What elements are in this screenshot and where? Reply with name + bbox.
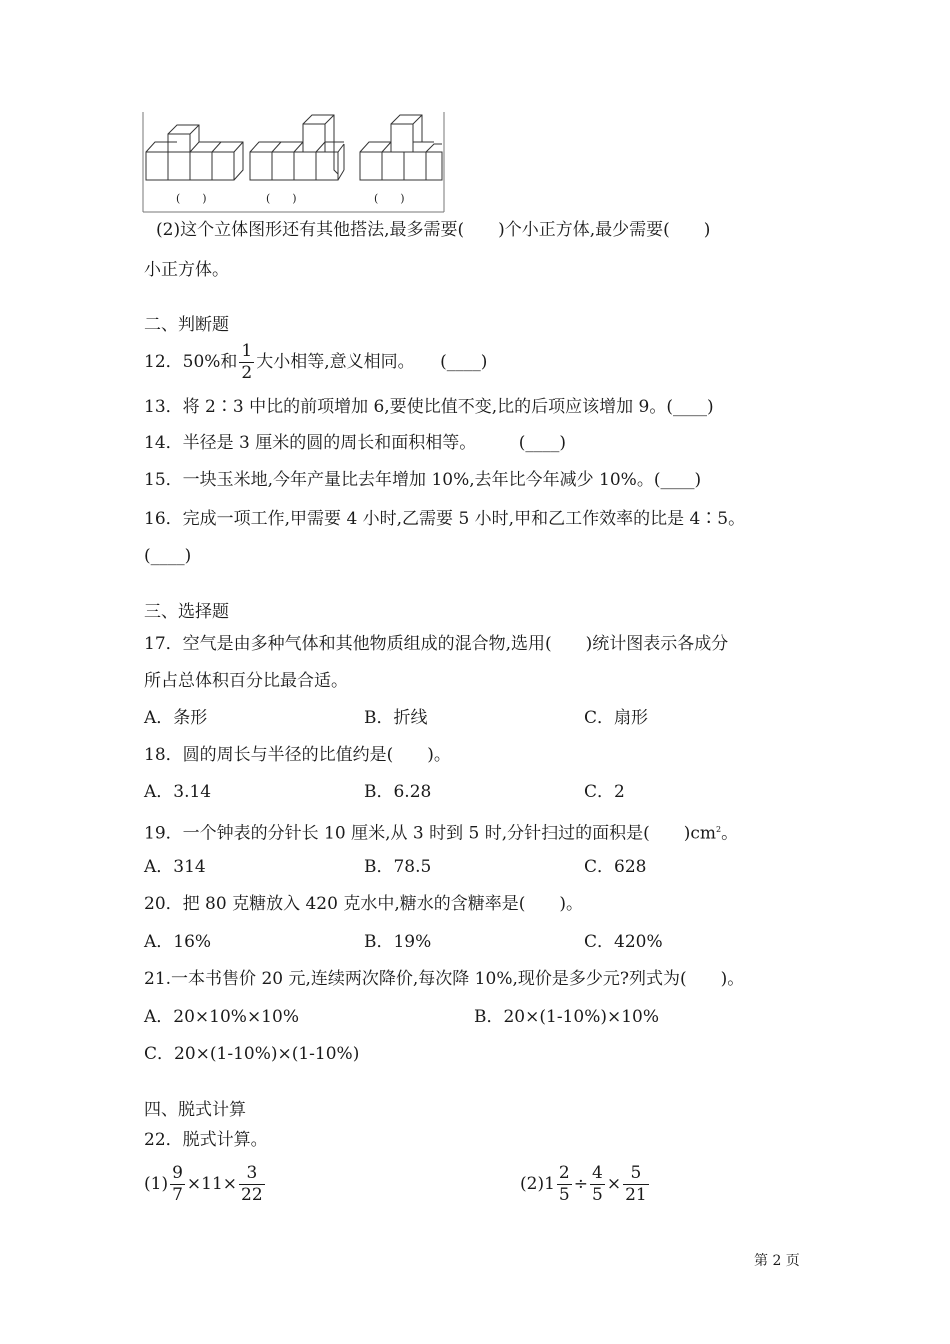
expr2-f1-numerator: 2 (558, 1163, 570, 1183)
expr2-f3-numerator: 5 (623, 1165, 649, 1185)
expr1-f2-denominator: 22 (241, 1185, 263, 1205)
q19-end: 。 (721, 823, 739, 844)
q11-part2-line1: (2)这个立体图形还有其他搭法,最多需要( )个小正方体,最少需要( ) (156, 220, 711, 240)
q13: 13．将 2∶3 中比的前项增加 6,要使比值不变,比的后项应该增加 9。(____) (144, 397, 714, 417)
expr2-fraction-2 (590, 1165, 605, 1204)
q18-option-c: C．2 (584, 782, 625, 802)
cube-view-1 (146, 125, 243, 180)
q15: 15．一块玉米地,今年产量比去年增加 10%,去年比今年减少 10%。(____) (144, 470, 702, 490)
cube-view-2 (250, 115, 344, 180)
expr1-fraction-1 (170, 1165, 185, 1204)
q21-option-c: C．20×(1-10%)×(1-10%) (144, 1044, 360, 1064)
q12-fraction-numerator: 1 (241, 341, 253, 361)
q19-text: 19．一个钟表的分针长 10 厘米,从 3 时到 5 时,分针扫过的面积是( )cm (144, 823, 717, 844)
q19-option-b: B．78.5 (364, 857, 432, 877)
q17-line1: 17．空气是由多种气体和其他物质组成的混合物,选用( )统计图表示各成分 (144, 634, 729, 654)
cube-view-3 (360, 115, 442, 180)
q12-prefix: 12．50%和 (144, 352, 238, 372)
expr1-mid: ×11× (186, 1174, 238, 1194)
q17-option-a: A．条形 (144, 708, 208, 728)
expr2-f3-denominator: 21 (625, 1185, 647, 1205)
q20-option-c: C．420% (584, 932, 663, 952)
expr2-fraction-1 (557, 1165, 572, 1204)
q12 (144, 340, 487, 384)
q20-option-a: A．16% (144, 932, 212, 952)
q20: 20．把 80 克糖放入 420 克水中,糖水的含糖率是( )。 (144, 894, 583, 914)
q18-option-b: B．6.28 (364, 782, 432, 802)
expr2-fraction-3 (623, 1165, 649, 1204)
q16-line1: 16．完成一项工作,甲需要 4 小时,乙需要 5 小时,甲和乙工作效率的比是 4∶5。 (144, 509, 746, 529)
q18: 18．圆的周长与半径的比值约是( )。 (144, 745, 451, 765)
q21: 21.一本书售价 20 元,连续两次降价,每次降 10%,现价是多少元?列式为( )。 (144, 969, 745, 989)
expr1-f1-denominator: 7 (172, 1185, 183, 1205)
figure-caption-2: ( ) (266, 192, 297, 205)
expr1-label: (1) (144, 1174, 169, 1194)
q12-fraction (239, 343, 254, 382)
q22-expression-2 (520, 1160, 651, 1208)
expr2-f2-numerator: 4 (591, 1163, 603, 1183)
expr2-f2-denominator: 5 (591, 1185, 603, 1205)
q14: 14．半径是 3 厘米的圆的周长和面积相等。 (____) (144, 433, 567, 453)
q11-part2-line2: 小正方体。 (144, 260, 229, 280)
q21-option-b: B．20×(1-10%)×10% (474, 1007, 660, 1027)
section4-title: 四、脱式计算 (144, 1100, 246, 1120)
expr2-op2: × (606, 1174, 622, 1194)
section2-title: 二、判断题 (144, 315, 229, 335)
q17-option-c: C．扇形 (584, 708, 649, 728)
q19-option-c: C．628 (584, 857, 647, 877)
q17-line2: 所占总体积百分比最合适。 (144, 671, 348, 691)
q19-option-a: A．314 (144, 857, 206, 877)
q16-line2: (____) (144, 546, 192, 566)
q12-fraction-denominator: 2 (241, 363, 253, 383)
expr2-label: (2)1 (520, 1174, 555, 1194)
page-number: 第 2 页 (754, 1253, 800, 1269)
q21-option-a: A．20×10%×10% (144, 1007, 299, 1027)
cube-figure (142, 112, 446, 214)
q22: 22．脱式计算。 (144, 1130, 268, 1150)
expr1-fraction-2 (239, 1165, 265, 1204)
expr2-f1-denominator: 5 (558, 1185, 570, 1205)
q17-option-b: B．折线 (364, 708, 428, 728)
figure-caption-3: ( ) (374, 192, 405, 205)
expr1-f1-numerator: 9 (172, 1163, 183, 1183)
q12-suffix: 大小相等,意义相同。 (____) (256, 352, 488, 372)
section3-title: 三、选择题 (144, 602, 229, 622)
q20-option-b: B．19% (364, 932, 432, 952)
figure-caption-1: ( ) (176, 192, 207, 205)
q18-option-a: A．3.14 (144, 782, 212, 802)
expr2-op1: ÷ (573, 1174, 588, 1194)
q19-superscript: 2 (716, 825, 722, 834)
expr1-f2-numerator: 3 (239, 1165, 265, 1185)
q22-expression-1 (144, 1160, 267, 1208)
q19 (144, 818, 738, 846)
